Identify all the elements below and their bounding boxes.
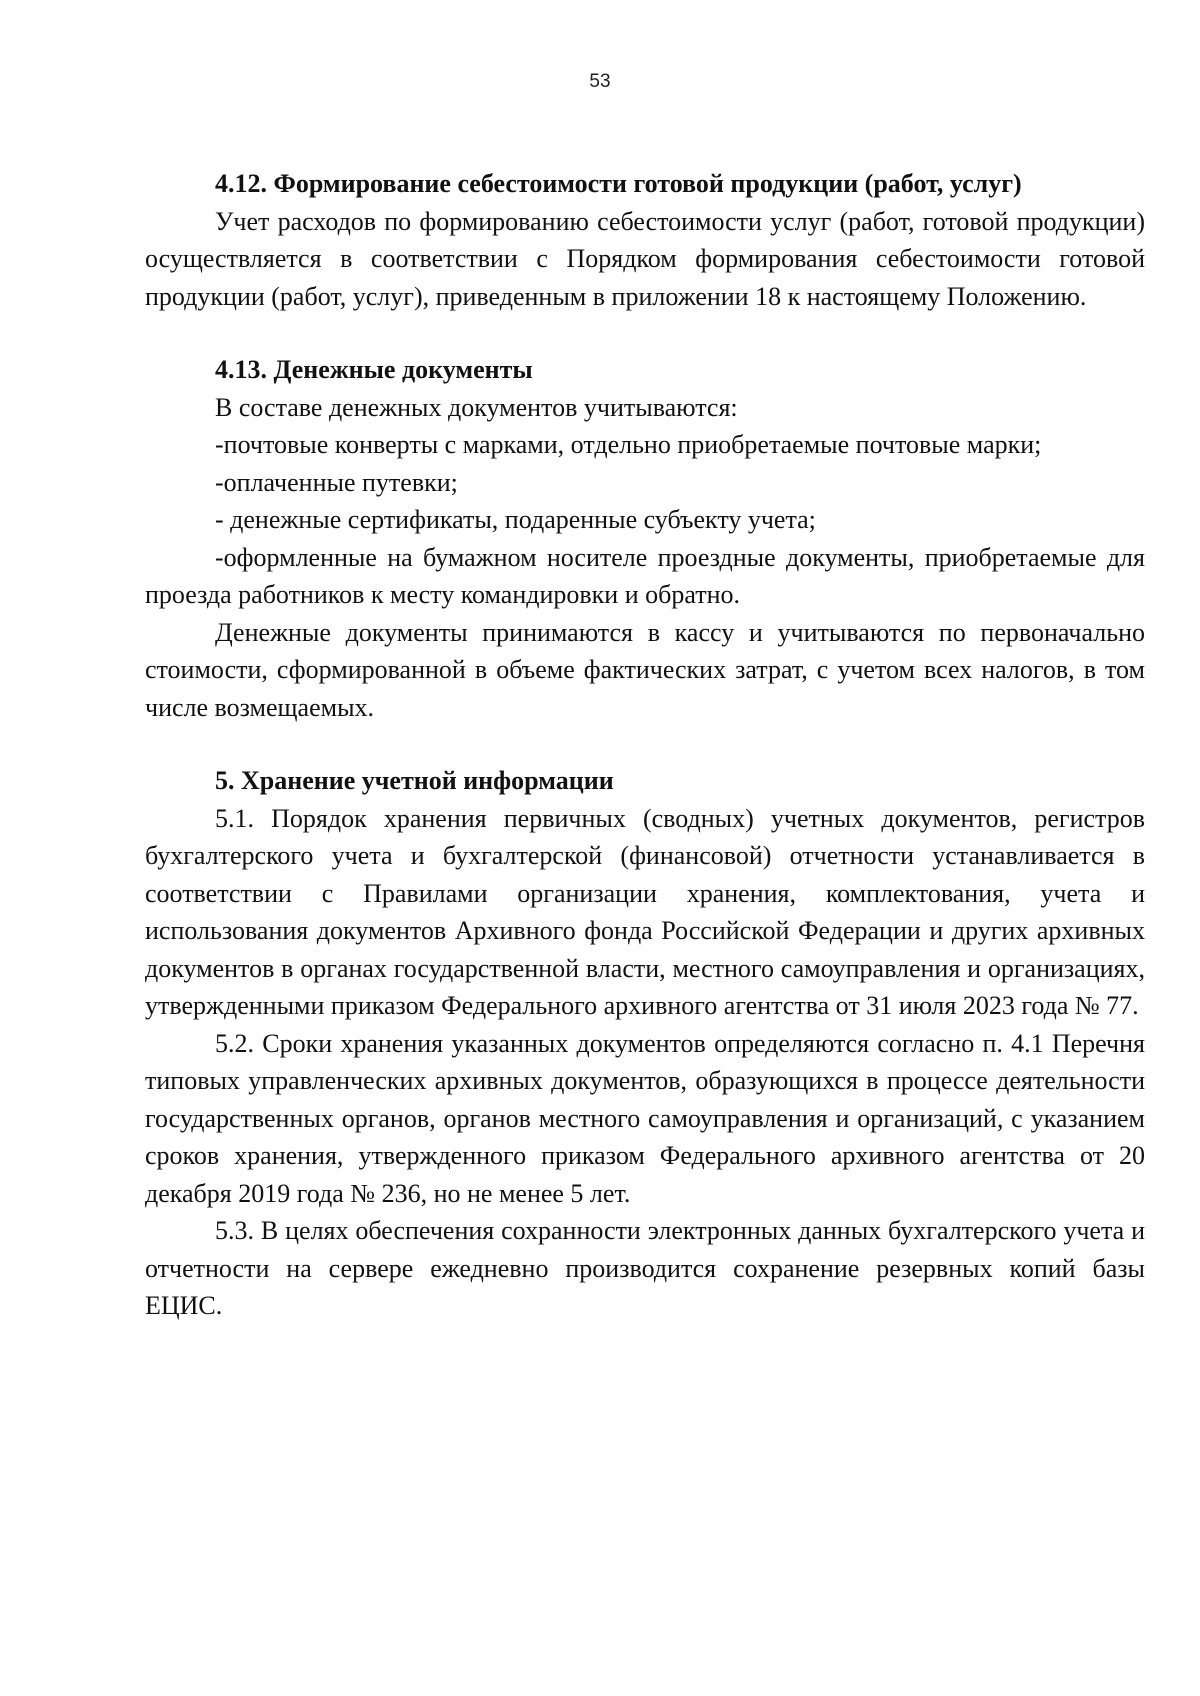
page-number: 53	[589, 71, 611, 92]
section-heading: 4.12. Формирование себестоимости готовой продукции (работ, услуг)	[215, 169, 1022, 198]
paragraph: 5.2. Сроки хранения указанных документов определяются согласно п. 4.1 Перечня типовых управленческих архивных документов, образующихся в процессе деятельности государственных органов, органов местного самоуправления и организаций, с указанием сроков хранения, утвержденного приказом Федерального архивного агентства от 20 декабря 2019 года № 236, но не менее 5 лет.	[145, 1028, 1145, 1208]
section-4-12	[145, 165, 1145, 315]
page-content	[145, 165, 1145, 1325]
list-item: -оформленные на бумажном носителе проездные документы, приобретаемые для проезда работников к месту командировки и обратно.	[145, 542, 1145, 609]
section-heading: 5. Хранение учетной информации	[215, 766, 614, 795]
paragraph: Денежные документы принимаются в кассу и учитываются по первоначально стоимости, сформированной в объеме фактических затрат, с учетом всех налогов, в том числе возмещаемых.	[145, 617, 1145, 722]
paragraph: Учет расходов по формированию себестоимости услуг (работ, готовой продукции) осуществляется в соответствии с Порядком формирования себестоимости готовой продукции (работ, услуг), приведенным в приложении 18 к настоящему Положению.	[145, 206, 1145, 311]
section-gap	[145, 726, 1145, 762]
section-5	[145, 762, 1145, 1325]
paragraph: 5.3. В целях обеспечения сохранности электронных данных бухгалтерского учета и отчетности на сервере ежедневно производится сохранение резервных копий базы ЕЦИС.	[145, 1216, 1145, 1320]
paragraph: 5.1. Порядок хранения первичных (сводных) учетных документов, регистров бухгалтерского учета и бухгалтерской (финансовой) отчетности устанавливается в соответствии с Правилами организации хранения, комплектования, учета и использования документов Архивного фонда Российской Федерации и других архивных документов в органах государственной власти, местного самоуправления и организациях, утвержденными приказом Федерального архивного агентства от 31 июля 2023 года № 77.	[145, 803, 1145, 1020]
section-heading: 4.13. Денежные документы	[215, 355, 533, 384]
section-gap	[145, 315, 1145, 351]
list-item: - денежные сертификаты, подаренные субъекту учета;	[215, 505, 816, 534]
paragraph: В составе денежных документов учитываются:	[215, 392, 738, 422]
list-item: -оплаченные путевки;	[215, 467, 458, 497]
list-item: -почтовые конверты с марками, отдельно приобретаемые почтовые марки;	[215, 430, 1042, 459]
section-4-13	[145, 351, 1145, 726]
